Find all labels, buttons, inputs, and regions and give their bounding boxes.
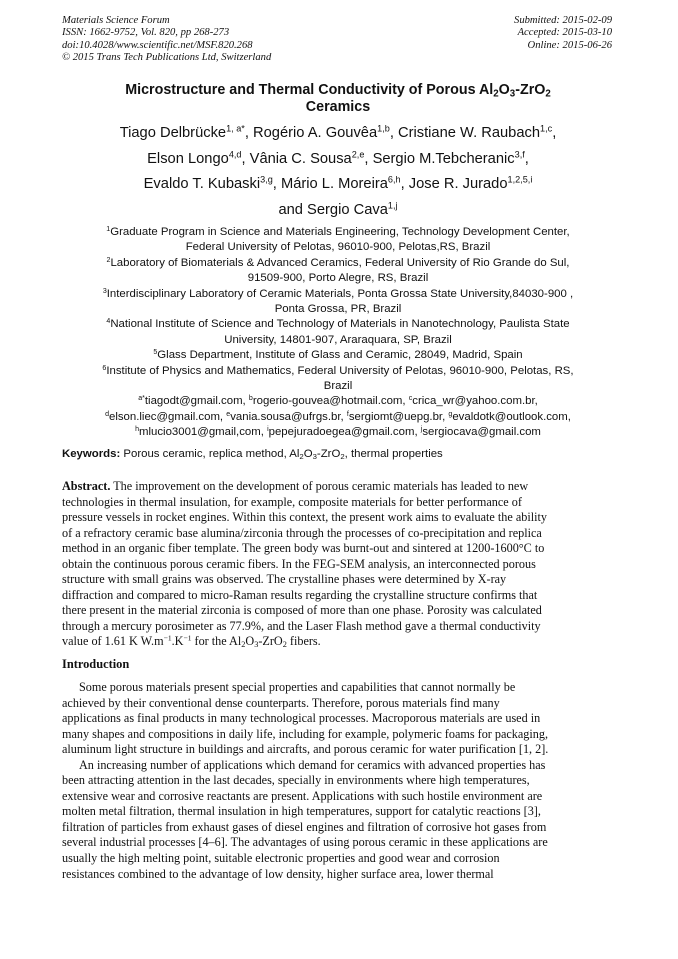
email: sergiomt@uepg.br,	[348, 410, 449, 423]
online-date: Online: 2015-06-26	[527, 39, 612, 51]
email: elson.liec@gmail.com,	[108, 410, 227, 423]
affiliation: $^4$National Institute of Science and Technology of Materials in Nanotechnology, Paulista State	[106, 318, 570, 331]
author: Vânia C. Sousa$^{2,e}$,	[249, 149, 373, 167]
section-heading-introduction: Introduction	[62, 657, 130, 671]
paragraph: An increasing number of applications which demand for ceramics with advanced properties has been attracting attention in the last decades, specially in environments where high temperatures, extensive wear and corrosive reactants are present. Applications with such hostile environment are molten metal filtration, thermal insulation in high temperatures, support for catalytic reactions [3], filtration of particles from exhaust gases of diesel engines and filtration of corrosive hot gases from several industrial processes [4–6]. The advantages of using porous ceramic in these applications are usually the high melting point, suitable electronic properties and good wear and corrosion resistances combined to the advantage of low density, higher surface area, lower thermal	[62, 757, 548, 881]
keywords: Keywords: Porous ceramic, replica method, $Al_2O_3-ZrO_2$, thermal properties	[62, 448, 443, 461]
author-list	[62, 121, 614, 223]
journal-name: Materials Science Forum	[62, 15, 170, 26]
author: Rogério A. Gouvêa$^{1,b}$,	[253, 123, 398, 141]
email: vania.sousa@ufrgs.br,	[230, 410, 347, 423]
email-line: $^h$mlucio3001@gmail,com, $^i$pepejuradoegea@gmail.com, $^j$sergiocava@gmail.com	[135, 426, 541, 439]
email: evaldotk@outlook.com,	[452, 410, 571, 423]
author: Jose R. Jurado$^{1,2,5,i}$	[408, 174, 533, 193]
email: sergiocava@gmail.com	[422, 426, 541, 439]
email: mlucio3001@gmail,com,	[139, 426, 268, 439]
email: crica_wr@yahoo.com.br,	[412, 395, 538, 408]
paper-title: Microstructure and Thermal Conductivity of Porous $Al_2O_3-ZrO_2$ Ceramics	[125, 82, 551, 115]
affiliation: $^6$Institute of Physics and Mathematics, Federal University of Pelotas, 96010-900, Pelotas, RS,	[102, 364, 574, 377]
submitted-date: Submitted: 2015-02-09	[514, 15, 612, 26]
email-line: $^d$elson.liec@gmail.com, $^e$vania.sousa@ufrgs.br, $^f$sergiomt@uepg.br, $^g$evaldotk@outlook.com,	[105, 410, 571, 423]
affiliation: $^1$Graduate Program in Science and Materials Engineering, Technology Development Center,	[106, 225, 570, 238]
author: Elson Longo$^{4,d}$,	[147, 149, 250, 167]
author: Tiago Delbrücke$^{1, a*}$,	[119, 123, 254, 141]
affiliation-cont: Ponta Grossa, PR, Brazil	[274, 303, 402, 316]
affiliations	[62, 225, 614, 441]
email: pepejuradoegea@gmail.com,	[268, 426, 421, 439]
issn: ISSN: 1662-9752, Vol. 820, pp 268-273	[62, 27, 230, 39]
author: Mário L. Moreira$^{6,h}$,	[280, 174, 409, 193]
email-line: $^{a*}$tiagodt@gmail.com, $^b$rogerio-gouvea@hotmail.com, $^c$crica_wr@yahoo.com.br,	[138, 395, 538, 408]
affiliation-cont: Brazil	[323, 380, 353, 393]
email: tiagodt@gmail.com,	[144, 395, 249, 408]
affiliation: $^5$Glass Department, Institute of Glass and Ceramic, 28049, Madrid, Spain	[153, 349, 523, 362]
affiliation: $^3$Interdisciplinary Laboratory of Ceramic Materials, Ponta Grossa State University,84030-900 ,	[102, 287, 574, 300]
accepted-date: Accepted: 2015-03-10	[517, 27, 612, 39]
affiliation-cont: 91509-900, Porto Alegre, RS, Brazil	[247, 272, 429, 285]
affiliation-cont: University, 14801-907, Araraquara, SP, Brazil	[224, 333, 452, 346]
affiliation-cont: Federal University of Pelotas, 96010-900, Pelotas,RS, Brazil	[185, 241, 491, 254]
abstract-label: Abstract.	[62, 479, 111, 493]
author: Sergio M.Tebcheranic$^{3,f}$,	[372, 149, 529, 167]
keywords-label: Keywords:	[62, 448, 121, 460]
author: and Sergio Cava$^{1,j}$	[278, 200, 398, 218]
author: Evaldo T. Kubaski$^{3,g}$,	[143, 174, 281, 193]
introduction-body	[62, 680, 614, 882]
doi: doi:10.4028/www.scientific.net/MSF.820.268	[62, 39, 253, 51]
affiliation: $^2$Laboratory of Biomaterials & Advanced Ceramics, Federal University of Rio Grande do Sul,	[106, 256, 570, 269]
journal-info	[62, 15, 271, 64]
copyright: © 2015 Trans Tech Publications Ltd, Switzerland	[62, 51, 272, 63]
abstract: Abstract. The improvement on the development of porous ceramic materials has leaded to new technologies in thermal insulation, for example, composite materials for better performance of pressure vessels in rocket engines. Within this context, the present work aims to evaluate the ability of a refractory ceramic base alumina/zirconia through the processes of co-precipitation and replica method in an organic fiber template. The green body was burnt-out and sintered at 1200-1600°C to obtain the continuous porous ceramic fibers. In the FEG-SEM analysis, an interconnected porous structure with small grains was observed. The crystalline phases were determined by X-ray diffraction and compared to micro-Raman results regarding the crystalline structure confirms that there present in the material zirconia is composed of more than one phase. Porosity was calculated through a mercury porosimeter as 77.9%, and the Laser Flash method gave a thermal conductivity value of 1.61 K $W.m^{-1}.K^{-1}$ for the $Al_2O_3-ZrO_2$ fibers.	[62, 479, 547, 650]
paragraph: Some porous materials present special properties and capabilities that cannot normally be achieved by their conventional dense counterparts. Therefore, porous materials find many applications as final products in many technological processes. Macroporous materials are used in many shapes and compositions in daily life, including for example, polymeric foams for packaging, aluminum light structure in buildings and aircrafts, and porous ceramic for water purification [1, 2].	[62, 680, 549, 757]
email: rogerio-gouvea@hotmail.com,	[252, 395, 409, 408]
author: Cristiane W. Raubach$^{1,c}$,	[397, 123, 557, 141]
dates-info	[514, 15, 612, 52]
